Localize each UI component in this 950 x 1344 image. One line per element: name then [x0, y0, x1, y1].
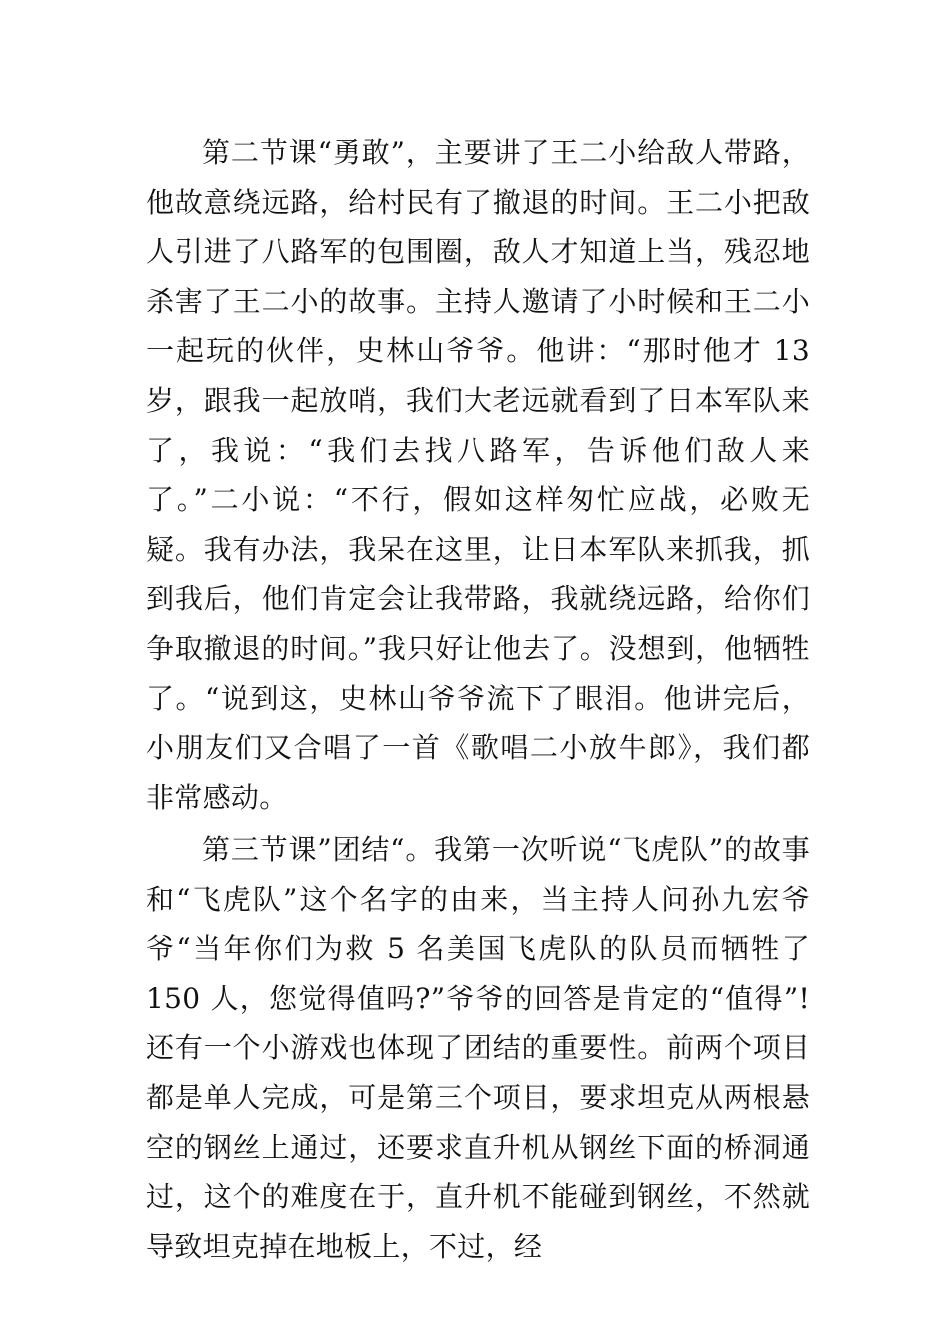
paragraph-lesson-three: 第三节课”团结“。我第一次听说“飞虎队”的故事和“飞虎队”这个名字的由来，当主持人问孙九宏爷爷“当年你们为救 5 名美国飞虎队的队员而牺牲了 150 人，您觉得值吗?”爷爷的回答是肯定的“值得”!还有一个小游戏也体现了团结的重要性。前两个项目都是单人完成，可是第三个项目，要求坦克从两根悬空的钢丝上通过，还要求直升机从钢丝下面的桥洞通过，这个的难度在于，直升机不能碰到钢丝，不然就导致坦克掉在地板上，不过，经	[146, 833, 810, 1263]
paragraph-lesson-two: 第二节课“勇敢”，主要讲了王二小给敌人带路，他故意绕远路，给村民有了撤退的时间。王二小把敌人引进了八路军的包围圈，敌人才知道上当，残忍地杀害了王二小的故事。主持人邀请了小时候和王二小一起玩的伙伴，史林山爷爷。他讲：“那时他才 13 岁，跟我一起放哨，我们大老远就看到了日本军队来了，我说：“我们去找八路军，告诉他们敌人来了。”二小说：“不行，假如这样匆忙应战，必败无疑。我有办法，我呆在这里，让日本军队来抓我，抓到我后，他们肯定会让我带路，我就绕远路，给你们争取撤退的时间。”我只好让他去了。没想到，他牺牲了。“说到这，史林山爷爷流下了眼泪。他讲完后，小朋友们又合唱了一首《歌唱二小放牛郎》，我们都非常感动。	[146, 136, 810, 814]
